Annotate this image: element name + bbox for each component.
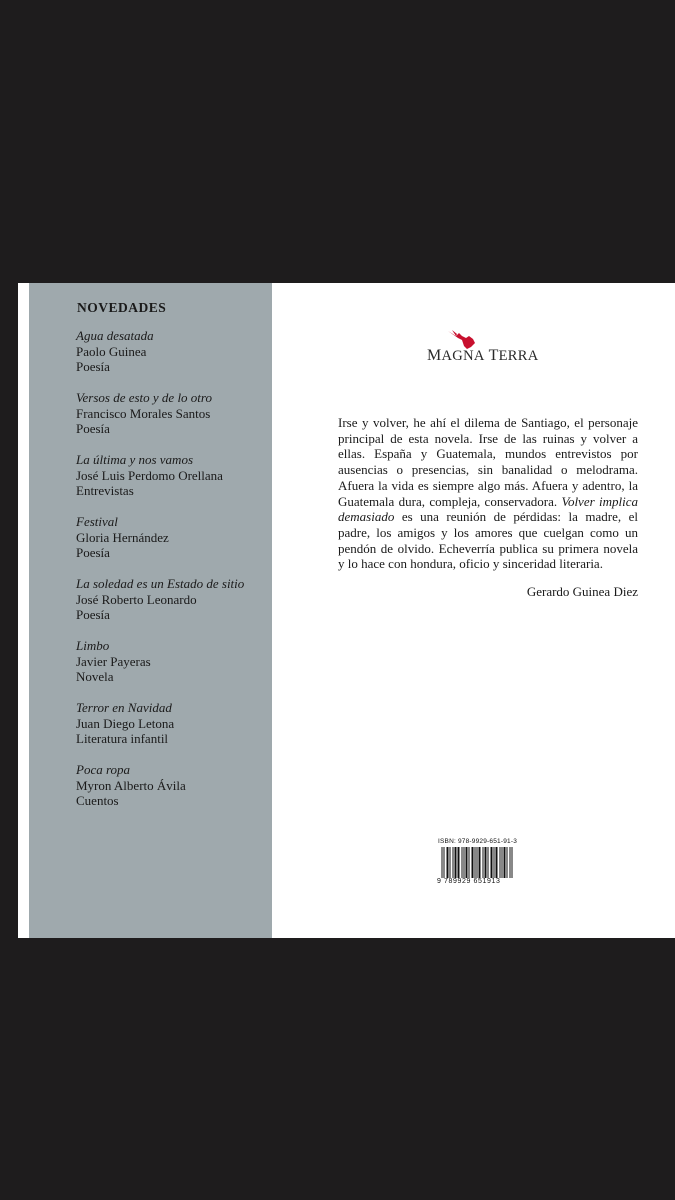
isbn-label: ISBN: 978-9929-651-91-3 [438, 838, 518, 845]
book-list-item [76, 514, 266, 561]
isbn-digits: 9 789929 651913 [437, 878, 501, 885]
book-genre: Poesía [76, 421, 110, 436]
barcode-bar [455, 847, 456, 878]
barcode-bar [447, 847, 448, 878]
blurb-signature: Gerardo Guinea Diez [526, 584, 638, 599]
logo-text-agna: AGNA [441, 348, 485, 364]
book-list-item [76, 452, 266, 499]
book-list-item [76, 638, 266, 685]
barcode-bar [504, 847, 505, 878]
barcode-bar [450, 847, 451, 878]
book-list-item [76, 328, 266, 375]
barcode-bar [456, 847, 457, 878]
barcode-bar [459, 847, 460, 878]
barcode-bar [485, 847, 486, 878]
book-author: Javier Payeras [76, 653, 151, 669]
barcode-bar [473, 847, 474, 878]
book-author: Paolo Guinea [76, 343, 147, 359]
book-title: Poca ropa [76, 762, 131, 777]
barcode-bar [488, 847, 489, 878]
barcode-bar [486, 847, 487, 878]
publisher-logo [427, 328, 539, 364]
barcode-bar [510, 847, 511, 878]
book-genre: Cuentos [76, 793, 119, 808]
novedades-panel [29, 283, 272, 938]
book-title: Festival [76, 514, 118, 529]
logo-letter-m: M [427, 347, 442, 364]
blurb-part-2: es una reunión de pérdidas: la madre, el padre, los amigos y los amores que cuelgan como un pendón de olvido. Echeverría publica su primera novela y lo hace con hondura, oficio y sinceridad literaria. [338, 509, 638, 572]
barcode-bar [467, 847, 468, 878]
barcode-bar [512, 847, 513, 878]
isbn-barcode-block [437, 838, 517, 888]
book-author: José Luis Perdomo Orellana [76, 467, 223, 483]
book-genre: Entrevistas [76, 483, 134, 498]
book-genre: Novela [76, 669, 114, 684]
novedades-heading: NOVEDADES [77, 300, 167, 315]
book-list-item [76, 576, 266, 623]
book-title: La última y nos vamos [76, 452, 193, 467]
book-genre: Literatura infantil [76, 731, 169, 746]
barcode-bar [458, 847, 459, 878]
barcode-bar [442, 847, 443, 878]
book-list-item [76, 390, 266, 437]
book-genre: Poesía [76, 607, 110, 622]
barcode-bar [448, 847, 449, 878]
book-back-cover [18, 283, 675, 938]
publisher-name [427, 347, 539, 365]
barcode-bar [477, 847, 478, 878]
barcode-bar [464, 847, 465, 878]
barcode-bar [494, 847, 495, 878]
logo-text-erra: ERRA [498, 348, 539, 364]
book-genre: Poesía [76, 545, 110, 560]
blurb-text [338, 415, 638, 572]
logo-letter-t: T [488, 347, 499, 364]
book-title: Terror en Navidad [76, 700, 172, 715]
barcode-bar [444, 847, 445, 878]
barcode-bar [453, 847, 454, 878]
book-author: Juan Diego Letona [76, 715, 175, 731]
book-title: Versos de esto y de lo otro [76, 390, 212, 405]
barcode-bar [475, 847, 476, 878]
book-author: Gloria Hernández [76, 529, 169, 545]
book-author: Myron Alberto Ávila [76, 777, 186, 793]
book-list-item [76, 700, 266, 747]
book-title: La soledad es un Estado de sitio [76, 576, 245, 591]
barcode-bar [502, 847, 503, 878]
barcode-bar [466, 847, 467, 878]
book-author: Francisco Morales Santos [76, 405, 211, 421]
barcode-bar [492, 847, 493, 878]
barcode-bar [483, 847, 484, 878]
barcode-bar [480, 847, 481, 878]
blurb-part-1: Irse y volver, he ahí el dilema de Santiago, el personaje principal de esta novela. Irse de las ruinas y volver a ellas. España y Guatemala, mundos entrevistos por ausencias o presencias, sin banalidad o melodrama. Afuera la vida es siempre algo más. Afuera y adentro, la Guatemala dura, compleja, conservadora. [338, 415, 638, 509]
book-genre: Poesía [76, 359, 110, 374]
blurb-italic-title: Volver implica demasiado [338, 493, 638, 525]
book-title: Agua desatada [76, 328, 154, 343]
barcode-bar [462, 847, 463, 878]
barcode-bar [507, 847, 508, 878]
barcode-bar [469, 847, 470, 878]
barcode-bar [491, 847, 492, 878]
book-list [76, 328, 266, 824]
book-list-item [76, 762, 266, 809]
barcode-bar [500, 847, 501, 878]
barcode-bar [505, 847, 506, 878]
barcode-bar [496, 847, 497, 878]
barcode-bar [479, 847, 480, 878]
barcode-bar [472, 847, 473, 878]
barcode-bar [497, 847, 498, 878]
barcode-icon [440, 847, 514, 878]
book-author: José Roberto Leonardo [76, 591, 197, 607]
book-title: Limbo [76, 638, 110, 653]
